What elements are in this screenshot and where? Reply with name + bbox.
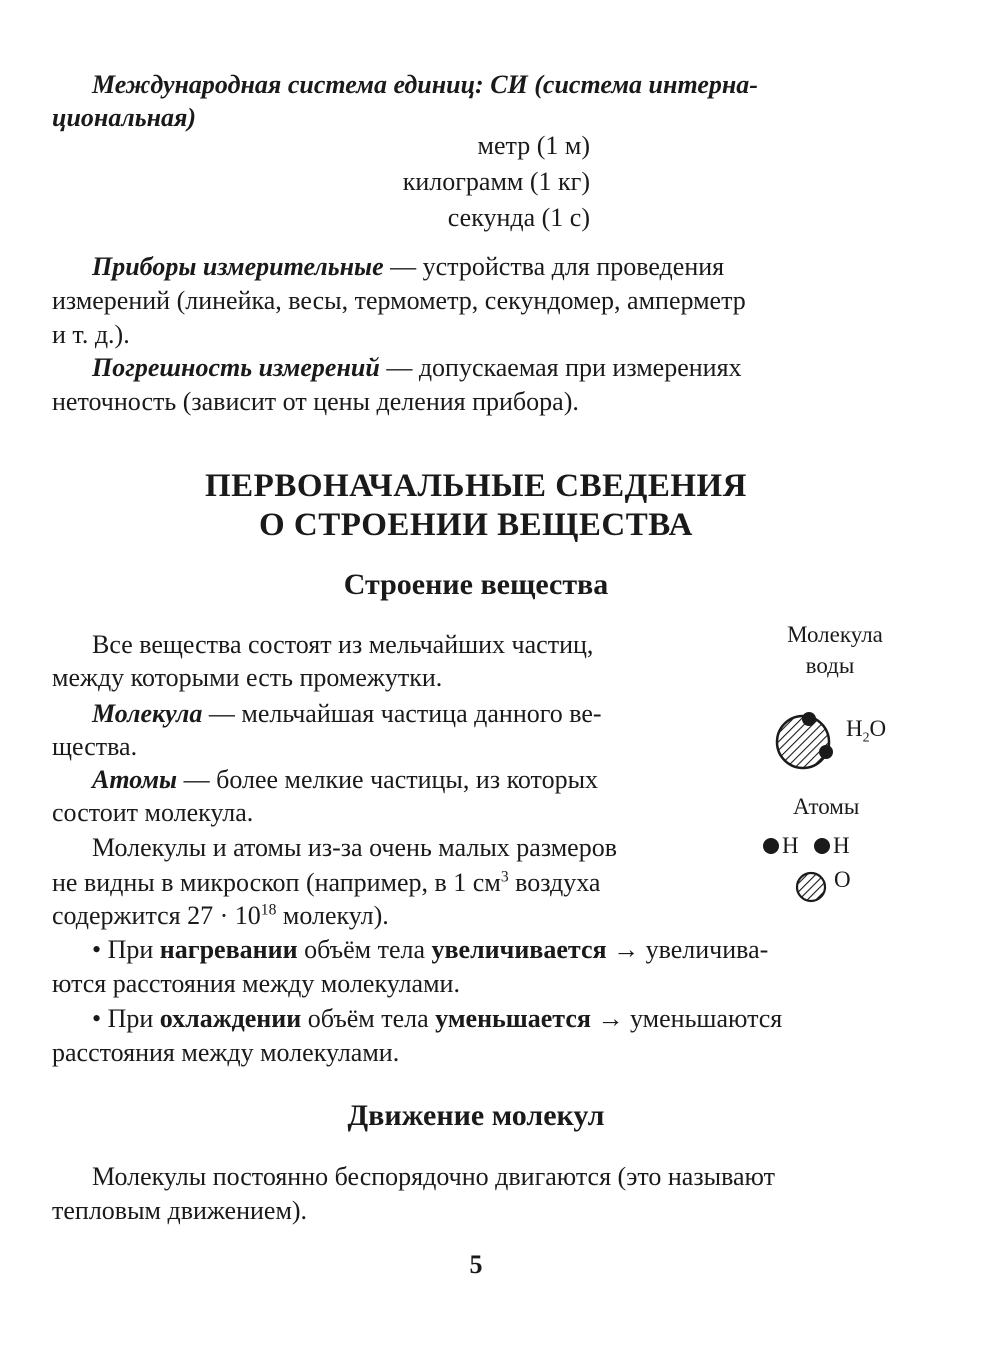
heating-bullet-line2: ются расстояния между молекулами. bbox=[52, 969, 460, 998]
unit-kilogram: килограмм (1 кг) bbox=[402, 167, 590, 196]
water-formula: $H_2O$ bbox=[846, 716, 887, 745]
cooling-bullet-line2: расстояния между молекулами. bbox=[52, 1038, 400, 1067]
size-line2: не видны в микроскоп (например, в 1 $см^3$ воздуха bbox=[52, 868, 601, 897]
section-title-line1: ПЕРВОНАЧАЛЬНЫЕ СВЕДЕНИЯ bbox=[204, 468, 748, 504]
hydrogen-atom-top bbox=[802, 712, 816, 726]
instruments-line3: и т. д.). bbox=[52, 320, 130, 349]
oxygen-atom bbox=[777, 716, 829, 768]
motion-line2: тепловым движением). bbox=[52, 1196, 308, 1225]
structure-p1-line1: Все вещества состоят из мельчайших частиц, bbox=[92, 630, 594, 659]
oxygen-label: O bbox=[834, 867, 851, 892]
motion-line1: Молекулы постоянно беспорядочно двигаются (это называют bbox=[92, 1162, 775, 1191]
hydrogen-label-2: H bbox=[833, 833, 850, 858]
hydrogen-atom-icon-2 bbox=[813, 837, 831, 855]
size-line3: содержится $27 \cdot 10^{18}$ молекул). bbox=[52, 901, 389, 930]
error-line1: Погрешность измерений — допускаемая при измерениях bbox=[92, 353, 742, 382]
figure-caption-line1: Молекула bbox=[787, 622, 883, 647]
unit-meter: метр (1 м) bbox=[477, 131, 590, 160]
instruments-line1: Приборы измерительные — устройства для проведения bbox=[92, 252, 725, 281]
heating-bullet-line1: • При нагревании объём тела увеличивается → увеличива- bbox=[92, 935, 769, 964]
unit-second: секунда (1 с) bbox=[447, 203, 590, 232]
motion-heading: Движение молекул bbox=[347, 1099, 605, 1132]
si-definition-line1: Международная система единиц: СИ (система интерна- bbox=[92, 70, 758, 99]
page-number: 5 bbox=[469, 1250, 483, 1279]
hydrogen-label-1: H bbox=[782, 833, 799, 858]
structure-p1-line2: между которыми есть промежутки. bbox=[52, 663, 443, 692]
atoms-definition-line1: Атомы — более мелкие частицы, из которых bbox=[92, 765, 599, 794]
atoms-caption: Атомы bbox=[793, 794, 860, 819]
section-title-line2: О СТРОЕНИИ ВЕЩЕСТВА bbox=[258, 507, 694, 543]
hydrogen-atom-icon-1 bbox=[762, 837, 780, 855]
error-line2: неточность (зависит от цены деления прибора). bbox=[52, 387, 579, 416]
hydrogen-atom-right bbox=[819, 745, 833, 759]
molecule-definition-line2: щества. bbox=[52, 732, 138, 761]
size-line1: Молекулы и атомы из-за очень малых размеров bbox=[92, 833, 618, 862]
si-definition-line2: циональная) bbox=[52, 103, 197, 132]
molecule-definition-line1: Молекула — мельчайшая частица данного ве- bbox=[92, 699, 602, 728]
instruments-line2: измерений (линейка, весы, термометр, секундомер, амперметр bbox=[52, 286, 746, 315]
water-molecule-diagram bbox=[770, 707, 840, 777]
structure-heading: Строение вещества bbox=[343, 568, 609, 601]
figure-caption-line2: воды bbox=[805, 653, 855, 678]
oxygen-atom-icon bbox=[794, 870, 828, 904]
atoms-definition-line2: состоит молекула. bbox=[52, 798, 254, 827]
cooling-bullet-line1: • При охлаждении объём тела уменьшается → уменьшаются bbox=[92, 1004, 783, 1033]
